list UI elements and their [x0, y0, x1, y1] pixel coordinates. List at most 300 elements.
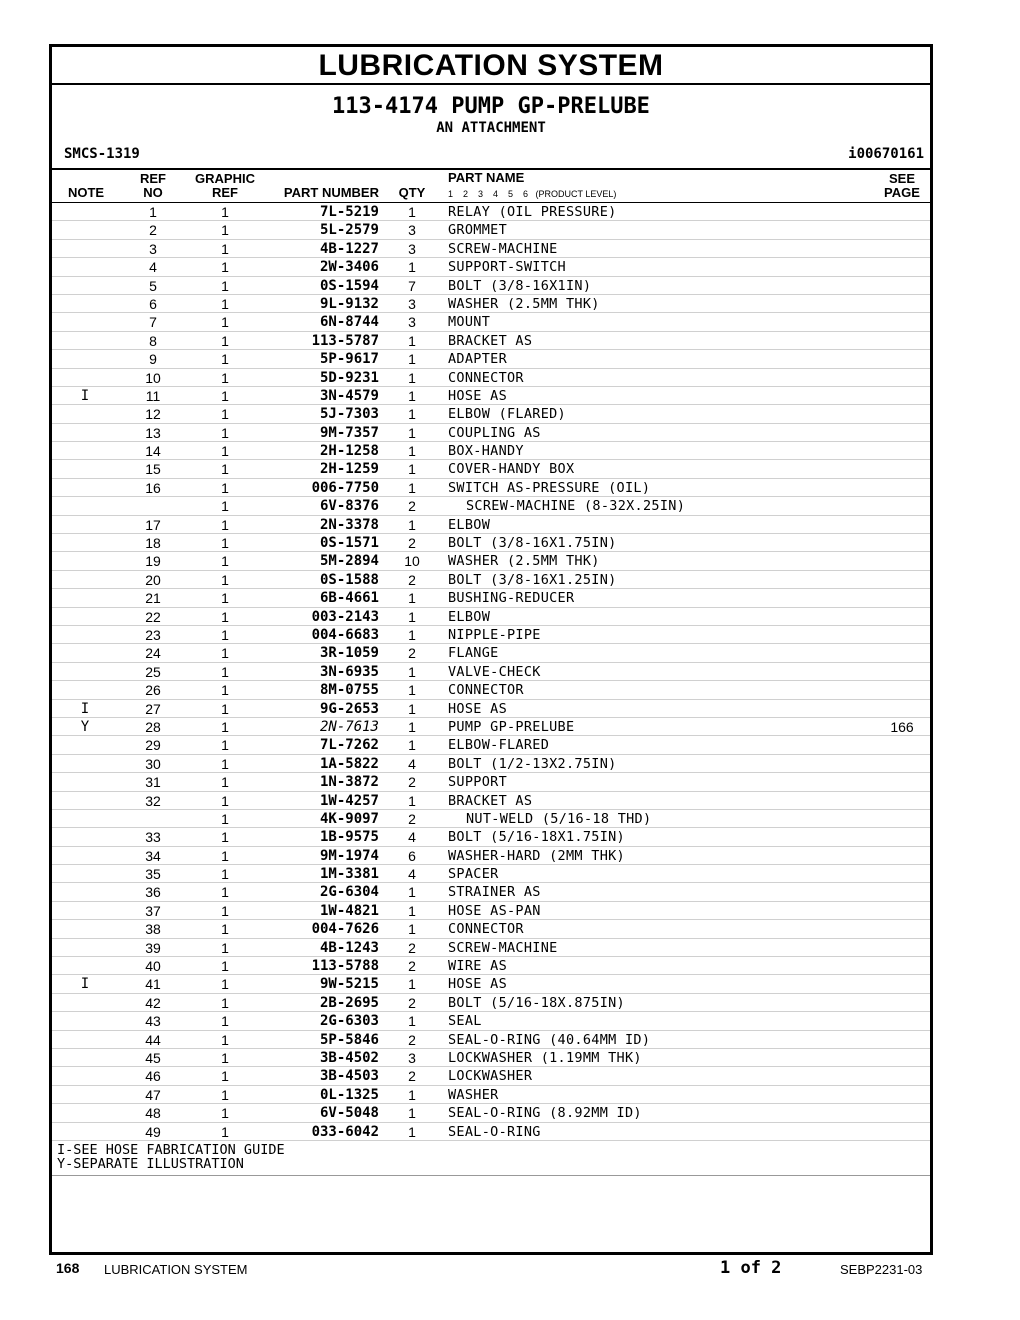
- table-row: [52, 589, 930, 607]
- qty-cell: 1: [408, 608, 416, 625]
- table-row: [52, 626, 930, 644]
- graphic-ref-cell: 1: [221, 958, 229, 975]
- qty-cell: 1: [408, 590, 416, 607]
- graphic-ref-cell: 1: [221, 204, 229, 220]
- ref-no-cell: 17: [145, 516, 161, 533]
- part-name-cell: NUT-WELD (5/16-18 THD): [466, 810, 652, 827]
- table-row: [52, 681, 930, 699]
- part-number-cell: 3B-4502: [319, 1049, 379, 1066]
- qty-cell: 1: [408, 387, 416, 404]
- qty-cell: 1: [408, 663, 416, 680]
- part-number-cell: 2H-1258: [319, 443, 379, 460]
- header-see-bottom: PAGE: [884, 185, 920, 200]
- ref-no-cell: 24: [145, 645, 161, 662]
- qty-cell: 1: [408, 424, 416, 441]
- ref-no-cell: 11: [145, 387, 161, 404]
- ref-no-cell: 22: [145, 608, 161, 625]
- graphic-ref-cell: 1: [221, 755, 229, 772]
- graphic-ref-cell: 1: [221, 240, 229, 257]
- qty-cell: 1: [408, 332, 416, 349]
- qty-cell: 1: [408, 259, 416, 276]
- graphic-ref-cell: 1: [221, 516, 229, 533]
- note-cell: I: [80, 387, 90, 404]
- graphic-ref-cell: 1: [221, 866, 229, 883]
- part-number-cell: 6N-8744: [319, 314, 379, 331]
- part-number-cell: 4B-1227: [319, 240, 379, 257]
- ref-no-cell: 7: [149, 314, 157, 331]
- part-number-cell: 9M-1974: [319, 847, 379, 864]
- part-number-cell: 5L-2579: [319, 222, 379, 239]
- note-cell: Y: [80, 718, 90, 735]
- part-number-cell: 1N-3872: [319, 774, 379, 791]
- note-cell: I: [80, 976, 90, 993]
- table-row: [52, 240, 930, 258]
- graphic-ref-cell: 1: [221, 608, 229, 625]
- table-row: [52, 883, 930, 901]
- qty-cell: 1: [408, 516, 416, 533]
- ref-no-cell: 2: [149, 222, 157, 239]
- graphic-ref-cell: 1: [221, 479, 229, 496]
- part-name-cell: SCREW-MACHINE: [448, 240, 558, 257]
- table-row: [52, 460, 930, 478]
- graphic-ref-cell: 1: [221, 1068, 229, 1085]
- graphic-ref-cell: 1: [221, 369, 229, 386]
- see-page-cell: 166: [890, 718, 914, 735]
- ref-no-cell: 35: [145, 866, 161, 883]
- part-name-cell: WIRE AS: [448, 958, 507, 975]
- part-name-cell: PUMP GP-PRELUBE: [448, 718, 575, 735]
- part-number-cell: 1W-4257: [319, 792, 379, 809]
- graphic-ref-cell: 1: [221, 1031, 229, 1048]
- ref-no-cell: 5: [149, 277, 157, 294]
- part-number-cell: 6V-8376: [319, 498, 379, 515]
- header-part-number: PART NUMBER: [283, 185, 379, 200]
- ref-no-cell: 4: [149, 259, 157, 276]
- graphic-ref-cell: 1: [221, 774, 229, 791]
- table-row: [52, 221, 930, 239]
- part-number-cell: 4B-1243: [319, 939, 379, 956]
- part-number-cell: 9L-9132: [319, 295, 379, 312]
- graphic-ref-cell: 1: [221, 406, 229, 423]
- part-name-cell: SEAL-O-RING (40.64MM ID): [448, 1031, 651, 1048]
- graphic-ref-cell: 1: [221, 700, 229, 717]
- header-graphic-ref-bottom: REF: [212, 185, 238, 200]
- page-footer: [56, 1258, 926, 1282]
- table-row: [52, 755, 930, 773]
- ref-no-cell: 28: [145, 718, 161, 735]
- graphic-ref-cell: 1: [221, 259, 229, 276]
- ref-no-cell: 18: [145, 535, 161, 552]
- qty-cell: 3: [408, 314, 416, 331]
- graphic-ref-cell: 1: [221, 424, 229, 441]
- part-name-cell: SEAL-O-RING: [448, 1123, 541, 1140]
- graphic-ref-cell: 1: [221, 351, 229, 368]
- table-row: [52, 1012, 930, 1030]
- graphic-ref-cell: 1: [221, 498, 229, 515]
- table-row: [52, 424, 930, 442]
- table-row: [52, 1104, 930, 1122]
- ref-no-cell: 12: [145, 406, 161, 423]
- ref-no-cell: 25: [145, 663, 161, 680]
- table-row: [52, 939, 930, 957]
- qty-cell: 2: [408, 1031, 416, 1048]
- part-name-cell: FLANGE: [448, 645, 499, 662]
- table-row: [52, 479, 930, 497]
- table-row: [52, 608, 930, 626]
- table-row: [52, 957, 930, 975]
- qty-cell: 2: [408, 958, 416, 975]
- qty-cell: 1: [408, 369, 416, 386]
- ref-no-cell: 3: [149, 240, 157, 257]
- part-name-cell: HOSE AS: [448, 700, 507, 717]
- part-name-cell: WASHER (2.5MM THK): [448, 553, 600, 570]
- part-number-cell: 6B-4661: [319, 590, 379, 607]
- part-number-cell: 5D-9231: [319, 369, 379, 386]
- part-number-cell: 3B-4503: [319, 1068, 379, 1085]
- ref-no-cell: 19: [145, 553, 161, 570]
- table-row: [52, 497, 930, 515]
- part-name-cell: BRACKET AS: [448, 792, 533, 809]
- footer-page-of: 1 of 2: [720, 1258, 782, 1278]
- ref-no-cell: 16: [145, 479, 161, 496]
- part-number-cell: 0L-1325: [319, 1086, 379, 1103]
- header-product-level: 1 2 3 4 5 6 (PRODUCT LEVEL): [448, 189, 617, 199]
- qty-cell: 4: [408, 829, 416, 846]
- qty-cell: 2: [408, 498, 416, 515]
- part-name-cell: SEAL-O-RING (8.92MM ID): [448, 1105, 642, 1122]
- part-number-cell: 5J-7303: [319, 406, 379, 423]
- part-name-cell: COVER-HANDY BOX: [448, 461, 575, 478]
- header-ref-top: REF: [140, 171, 166, 186]
- part-name-cell: NIPPLE-PIPE: [448, 626, 541, 643]
- table-row: [52, 773, 930, 791]
- part-number-cell: 7L-5219: [319, 204, 379, 220]
- table-row: [52, 663, 930, 681]
- ref-no-cell: 1: [149, 204, 157, 220]
- header-see-top: SEE: [888, 171, 915, 186]
- graphic-ref-cell: 1: [221, 553, 229, 570]
- qty-cell: 1: [408, 479, 416, 496]
- ref-no-cell: 46: [145, 1068, 161, 1085]
- part-number-cell: 1M-3381: [319, 866, 379, 883]
- page-title: LUBRICATION SYSTEM: [52, 47, 930, 85]
- qty-cell: 1: [408, 921, 416, 938]
- parts-table-body: [52, 203, 930, 1141]
- table-row: [52, 1086, 930, 1104]
- ref-no-cell: 13: [145, 424, 161, 441]
- part-name-cell: SPACER: [448, 866, 499, 883]
- qty-cell: 1: [408, 626, 416, 643]
- header-graphic-ref-top: GRAPHIC: [195, 171, 255, 186]
- ref-no-cell: 39: [145, 939, 161, 956]
- part-number-cell: 0S-1594: [319, 277, 379, 294]
- table-row: [52, 295, 930, 313]
- footer-section: LUBRICATION SYSTEM: [104, 1262, 248, 1277]
- ref-no-cell: 30: [145, 755, 161, 772]
- part-name-cell: BOLT (1/2-13X2.75IN): [448, 755, 617, 772]
- part-number-cell: 6V-5048: [319, 1105, 379, 1122]
- part-number-cell: 2G-6303: [319, 1013, 379, 1030]
- ref-no-cell: 47: [145, 1086, 161, 1103]
- header-qty: QTY: [398, 185, 426, 200]
- qty-cell: 1: [408, 718, 416, 735]
- qty-cell: 2: [408, 810, 416, 827]
- ref-no-cell: 44: [145, 1031, 161, 1048]
- table-row: [52, 920, 930, 938]
- qty-cell: 1: [408, 737, 416, 754]
- qty-cell: 1: [408, 443, 416, 460]
- part-number-cell: 004-7626: [311, 921, 379, 938]
- ref-no-cell: 27: [145, 700, 161, 717]
- part-name-cell: SUPPORT-SWITCH: [448, 259, 566, 276]
- graphic-ref-cell: 1: [221, 222, 229, 239]
- table-row: [52, 700, 930, 718]
- table-row: [52, 975, 930, 993]
- part-number-cell: 2N-7613: [319, 718, 379, 735]
- table-row: [52, 644, 930, 662]
- parts-list-frame: [49, 44, 933, 1255]
- qty-cell: 1: [408, 902, 416, 919]
- smcs-code: SMCS-1319: [64, 146, 140, 162]
- table-header: [52, 168, 930, 203]
- part-number-cell: 8M-0755: [319, 682, 379, 699]
- table-row: [52, 369, 930, 387]
- qty-cell: 3: [408, 295, 416, 312]
- ref-no-cell: 34: [145, 847, 161, 864]
- ref-no-cell: 32: [145, 792, 161, 809]
- qty-cell: 1: [408, 884, 416, 901]
- part-number-cell: 2B-2695: [319, 994, 379, 1011]
- part-number-cell: 3R-1059: [319, 645, 379, 662]
- table-row: [52, 277, 930, 295]
- qty-cell: 2: [408, 645, 416, 662]
- part-name-cell: STRAINER AS: [448, 884, 541, 901]
- qty-cell: 1: [408, 204, 416, 220]
- part-number-cell: 9G-2653: [319, 700, 379, 717]
- group-subtitle: AN ATTACHMENT: [436, 120, 546, 136]
- ref-no-cell: 40: [145, 958, 161, 975]
- graphic-ref-cell: 1: [221, 1105, 229, 1122]
- graphic-ref-cell: 1: [221, 884, 229, 901]
- part-name-cell: SCREW-MACHINE (8-32X.25IN): [466, 498, 686, 515]
- graphic-ref-cell: 1: [221, 792, 229, 809]
- part-name-cell: CONNECTOR: [448, 369, 524, 386]
- qty-cell: 2: [408, 774, 416, 791]
- table-row: [52, 792, 930, 810]
- code-line: [52, 146, 930, 168]
- part-name-cell: BOLT (3/8-16X1.25IN): [448, 571, 617, 588]
- qty-cell: 2: [408, 1068, 416, 1085]
- part-number-cell: 2G-6304: [319, 884, 379, 901]
- ref-no-cell: 45: [145, 1049, 161, 1066]
- part-number-cell: 006-7750: [311, 479, 379, 496]
- part-name-cell: ADAPTER: [448, 351, 507, 368]
- graphic-ref-cell: 1: [221, 994, 229, 1011]
- qty-cell: 1: [408, 976, 416, 993]
- qty-cell: 2: [408, 535, 416, 552]
- part-name-cell: ELBOW: [448, 608, 491, 625]
- qty-cell: 4: [408, 755, 416, 772]
- table-row: [52, 258, 930, 276]
- graphic-ref-cell: 1: [221, 902, 229, 919]
- ref-no-cell: 9: [149, 351, 157, 368]
- part-name-cell: HOSE AS: [448, 387, 507, 404]
- table-row: [52, 203, 930, 221]
- table-row: [52, 865, 930, 883]
- illustration-code: i00670161: [848, 146, 924, 162]
- part-number-cell: 4K-9097: [319, 810, 379, 827]
- qty-cell: 1: [408, 682, 416, 699]
- table-row: [52, 1031, 930, 1049]
- ref-no-cell: 14: [145, 443, 161, 460]
- part-number-cell: 113-5788: [311, 958, 379, 975]
- part-number-cell: 1A-5822: [319, 755, 379, 772]
- header-part-name: PART NAME: [448, 170, 525, 185]
- part-number-cell: 033-6042: [311, 1123, 379, 1140]
- ref-no-cell: 48: [145, 1105, 161, 1122]
- part-name-cell: SCREW-MACHINE: [448, 939, 558, 956]
- part-number-cell: 1W-4821: [319, 902, 379, 919]
- part-number-cell: 5P-5846: [319, 1031, 379, 1048]
- ref-no-cell: 21: [145, 590, 161, 607]
- table-row: [52, 442, 930, 460]
- graphic-ref-cell: 1: [221, 718, 229, 735]
- graphic-ref-cell: 1: [221, 626, 229, 643]
- qty-cell: 1: [408, 1086, 416, 1103]
- part-name-cell: BRACKET AS: [448, 332, 533, 349]
- table-row: [52, 405, 930, 423]
- ref-no-cell: 20: [145, 571, 161, 588]
- table-row: [52, 1049, 930, 1067]
- ref-no-cell: 33: [145, 829, 161, 846]
- part-name-cell: CONNECTOR: [448, 682, 524, 699]
- ref-no-cell: 10: [145, 369, 161, 386]
- table-row: [52, 571, 930, 589]
- part-name-cell: ELBOW: [448, 516, 491, 533]
- part-name-cell: BUSHING-REDUCER: [448, 590, 575, 607]
- part-number-cell: 0S-1571: [319, 535, 379, 552]
- footer-doc-code: SEBP2231-03: [840, 1262, 923, 1277]
- part-name-cell: BOX-HANDY: [448, 443, 524, 460]
- graphic-ref-cell: 1: [221, 663, 229, 680]
- footer-page-number: 168: [56, 1260, 80, 1276]
- qty-cell: 3: [408, 240, 416, 257]
- qty-cell: 2: [408, 939, 416, 956]
- qty-cell: 1: [408, 1013, 416, 1030]
- ref-no-cell: 31: [145, 774, 161, 791]
- part-number-cell: 1B-9575: [319, 829, 379, 846]
- graphic-ref-cell: 1: [221, 314, 229, 331]
- ref-no-cell: 29: [145, 737, 161, 754]
- table-row: [52, 847, 930, 865]
- part-name-cell: LOCKWASHER (1.19MM THK): [448, 1049, 642, 1066]
- group-title: 113-4174 PUMP GP-PRELUBE: [332, 94, 650, 119]
- part-number-cell: 2H-1259: [319, 461, 379, 478]
- graphic-ref-cell: 1: [221, 277, 229, 294]
- ref-no-cell: 42: [145, 994, 161, 1011]
- qty-cell: 3: [408, 1049, 416, 1066]
- table-row: [52, 736, 930, 754]
- part-name-cell: LOCKWASHER: [448, 1068, 533, 1085]
- table-row: [52, 1123, 930, 1141]
- graphic-ref-cell: 1: [221, 810, 229, 827]
- part-number-cell: 3N-6935: [319, 663, 379, 680]
- graphic-ref-cell: 1: [221, 645, 229, 662]
- header-ref-bottom: NO: [143, 185, 163, 200]
- part-number-cell: 5M-2894: [319, 553, 379, 570]
- graphic-ref-cell: 1: [221, 590, 229, 607]
- part-number-cell: 2N-3378: [319, 516, 379, 533]
- graphic-ref-cell: 1: [221, 939, 229, 956]
- qty-cell: 1: [408, 1105, 416, 1122]
- ref-no-cell: 15: [145, 461, 161, 478]
- table-row: [52, 810, 930, 828]
- note-line: Y-SEPARATE ILLUSTRATION: [57, 1155, 244, 1172]
- part-name-cell: BOLT (5/16-18X.875IN): [448, 994, 625, 1011]
- table-row: [52, 332, 930, 350]
- part-number-cell: 9W-5215: [319, 976, 379, 993]
- table-row: [52, 718, 930, 736]
- part-name-cell: SWITCH AS-PRESSURE (OIL): [448, 479, 651, 496]
- graphic-ref-cell: 1: [221, 921, 229, 938]
- table-row: [52, 313, 930, 331]
- graphic-ref-cell: 1: [221, 976, 229, 993]
- part-number-cell: 3N-4579: [319, 387, 379, 404]
- part-number-cell: 003-2143: [311, 608, 379, 625]
- ref-no-cell: 26: [145, 682, 161, 699]
- part-number-cell: 0S-1588: [319, 571, 379, 588]
- qty-cell: 7: [408, 277, 416, 294]
- ref-no-cell: 37: [145, 902, 161, 919]
- table-row: [52, 828, 930, 846]
- part-number-cell: 9M-7357: [319, 424, 379, 441]
- notes-block: [52, 1141, 930, 1176]
- part-name-cell: MOUNT: [448, 314, 491, 331]
- part-name-cell: BOLT (5/16-18X1.75IN): [448, 829, 625, 846]
- ref-no-cell: 38: [145, 921, 161, 938]
- table-row: [52, 387, 930, 405]
- qty-cell: 1: [408, 1123, 416, 1140]
- qty-cell: 1: [408, 792, 416, 809]
- graphic-ref-cell: 1: [221, 443, 229, 460]
- note-cell: I: [80, 700, 90, 717]
- part-name-cell: VALVE-CHECK: [448, 663, 541, 680]
- part-name-cell: SUPPORT: [448, 774, 507, 791]
- graphic-ref-cell: 1: [221, 332, 229, 349]
- part-number-cell: 7L-7262: [319, 737, 379, 754]
- ref-no-cell: 23: [145, 626, 161, 643]
- part-name-cell: WASHER-HARD (2MM THK): [448, 847, 625, 864]
- part-name-cell: WASHER: [448, 1086, 499, 1103]
- table-row: [52, 534, 930, 552]
- qty-cell: 1: [408, 351, 416, 368]
- graphic-ref-cell: 1: [221, 829, 229, 846]
- part-name-cell: BOLT (3/8-16X1.75IN): [448, 535, 617, 552]
- part-number-cell: 113-5787: [311, 332, 379, 349]
- graphic-ref-cell: 1: [221, 387, 229, 404]
- header-note: NOTE: [67, 185, 105, 200]
- table-row: [52, 350, 930, 368]
- part-name-cell: ELBOW-FLARED: [448, 737, 550, 754]
- qty-cell: 6: [408, 847, 416, 864]
- part-name-cell: ELBOW (FLARED): [448, 406, 566, 423]
- table-row: [52, 902, 930, 920]
- part-name-cell: CONNECTOR: [448, 921, 524, 938]
- qty-cell: 1: [408, 406, 416, 423]
- part-number-cell: 5P-9617: [319, 351, 379, 368]
- graphic-ref-cell: 1: [221, 1013, 229, 1030]
- ref-no-cell: 43: [145, 1013, 161, 1030]
